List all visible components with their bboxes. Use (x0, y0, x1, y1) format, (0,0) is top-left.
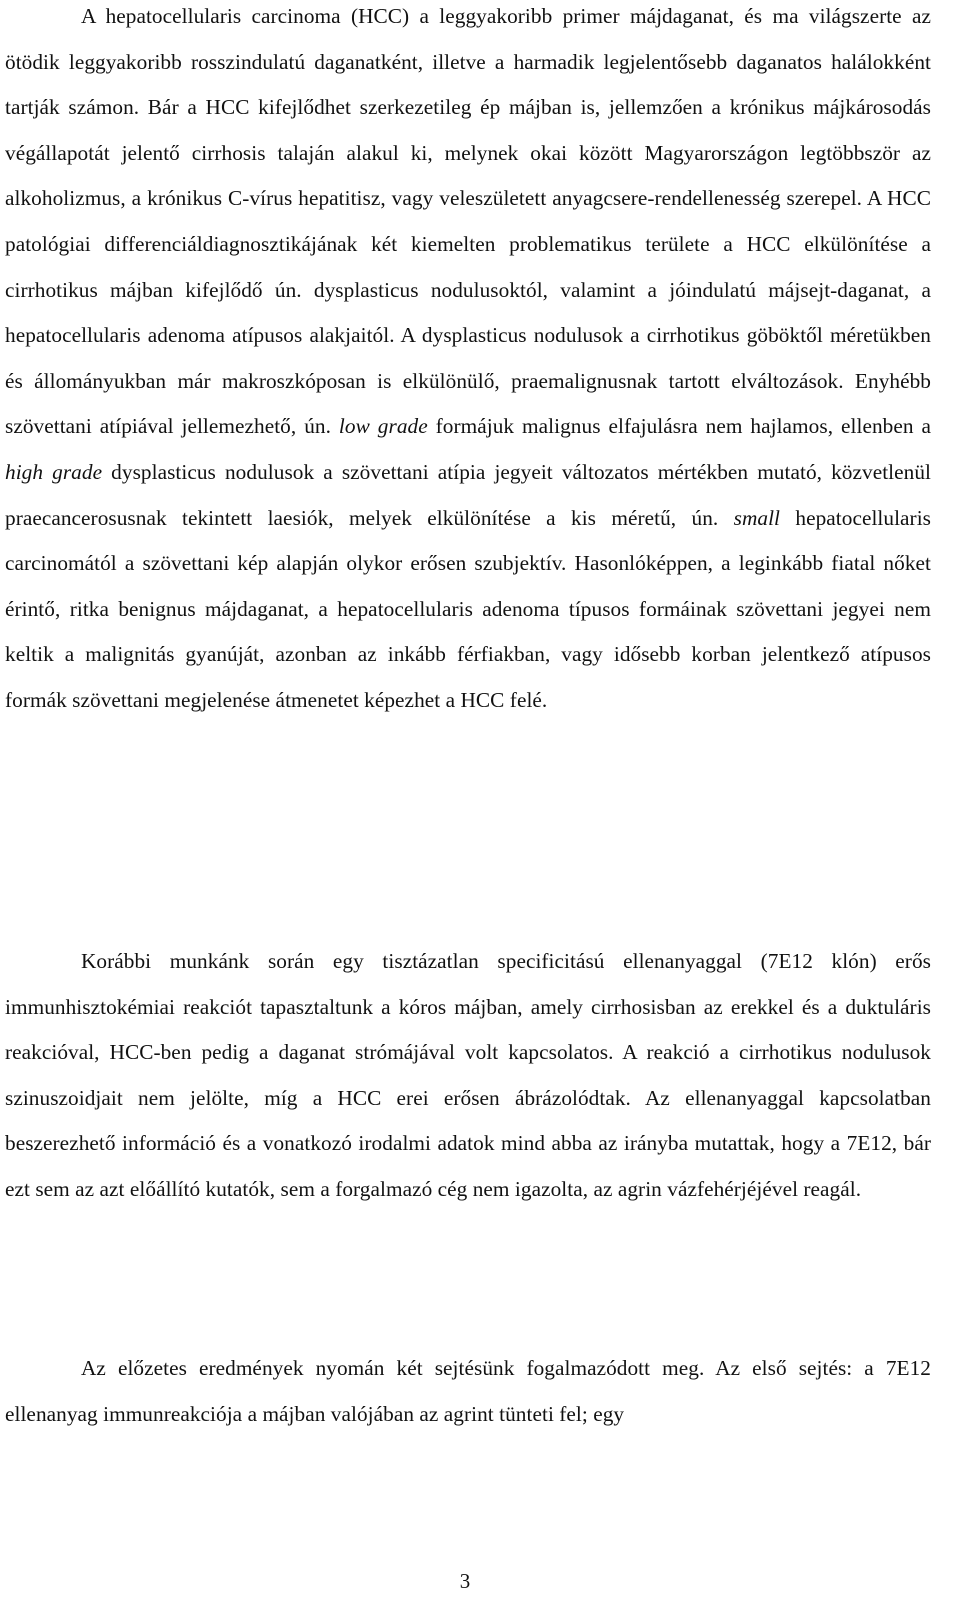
paragraph-1-text-c: dysplasticus nodulusok a szövettani atípia jegyeit változatos mértékben mutató, közvetlenül praecancerosusnak tekintett laesiók, melyek elkülönítése a kis méretű, ún. (5, 459, 932, 530)
paragraph-3 (5, 1346, 931, 1437)
paragraph-1-italic-small: small (733, 505, 781, 530)
paragraph-1-text-b: formájuk malignus elfajulásra nem hajlamos, ellenben a (427, 414, 931, 439)
paragraph-1-italic-low-grade: low grade (338, 414, 428, 439)
paragraph-1-text-a: A hepatocellularis carcinoma (HCC) a leggyakoribb primer májdaganat, és ma világszerte az ötödik leggyakoribb rosszindulatú daganatként, illetve a harmadik legjelentősebb daganatos halálokként tartják számon. Bár a HCC kifejlődhet szerkezetileg ép májban is, jellemzően a krónikus májkárosodás végállapotát jelentő cirrhosis talaján alakul ki, melynek okai között Magyarországon legtöbbször az alkoholizmus, a krónikus C-vírus hepatitisz, vagy veleszületett anyagcsere-rendellenesség szerepel. A HCC patológiai differenciáldiagnosztikájának két kiemelten problematikus területe a HCC elkülönítése a cirrhotikus májban kifejlődő ún. dysplasticus nodulusoktól, valamint a jóindulatú májsejt-daganat, a hepatocellularis adenoma atípusos alakjaitól. A dysplasticus nodulusok a cirrhotikus göböktől méretükben és állományukban már makroszkóposan is elkülönülő, praemalignusnak tartott elváltozások. Enyhébb szövettani atípiával jellemezhető, ún. (5, 4, 931, 439)
paragraph-2-text: Korábbi munkánk során egy tisztázatlan specificitású ellenanyaggal (7E12 klón) erős immunhisztokémiai reakciót tapasztaltunk a kóros májban, amely cirrhosisban az erekkel és a duktuláris reakcióval, HCC-ben pedig a daganat strómájával volt kapcsolatos. A reakció a cirrhotikus nodulusok szinuszoidjait nem jelölte, míg a HCC erei erősen ábrázolódtak. Az ellenanyaggal kapcsolatban beszerezhető információ és a vonatkozó irodalmi adatok mind abba az irányba mutattak, hogy a 7E12, bár ezt sem az azt előállító kutatók, sem a forgalmazó cég nem igazolta, az agrin vázfehérjéjével reagál. (5, 949, 931, 1201)
paragraph-3-text: Az előzetes eredmények nyomán két sejtésünk fogalmazódott meg. Az első sejtés: a 7E12 ellenanyag immunreakciója a májban valójában az agrint tünteti fel; egy (5, 1356, 931, 1426)
paragraph-1 (5, 0, 931, 724)
page-number: 3 (459, 1569, 471, 1593)
paragraph-2 (5, 939, 931, 1213)
paragraph-1-text-d: hepatocellularis carcinomától a szövettani kép alapján olykor erősen szubjektív. Hasonlóképpen, a leginkább fiatal nőket érintő, ritka benignus májdaganat, a hepatocellularis adenoma típusos formáinak szövettani jegyei nem keltik a malignitás gyanúját, azonban az inkább férfiakban, vagy idősebb korban jelentkező atípusos formák szövettani megjelenése átmenetet képezhet a HCC felé. (5, 505, 931, 712)
paragraph-1-italic-high-grade: high grade (5, 459, 103, 484)
